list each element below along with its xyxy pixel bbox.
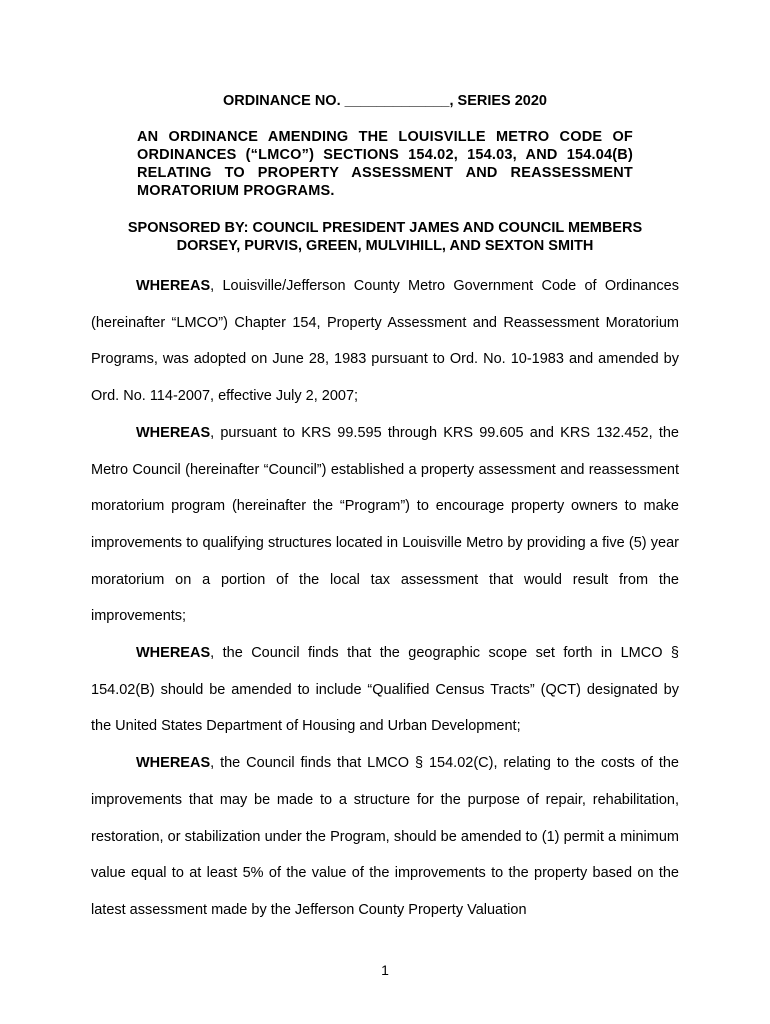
ordinance-title: AN ORDINANCE AMENDING THE LOUISVILLE METRO CODE OF ORDINANCES (“LMCO”) SECTIONS 154.02, 154.03, AND 154.04(B) RELATING TO PROPERTY ASSESSMENT AND REASSESSMENT MORATORIUM PROGRAMS. [137, 129, 633, 199]
paragraph-text: , the Council finds that LMCO § 154.02(C), relating to the costs of the improvements that may be made to a structure for the purpose of repair, rehabilitation, restoration, or stabilization under the Program, should be amended to (1) permit a minimum value equal to at least 5% of the value of the improvements to the property based on the latest assessment made by the Jefferson County Property Valuation [91, 755, 679, 918]
whereas-label: WHEREAS [136, 645, 211, 662]
paragraph-text: , pursuant to KRS 99.595 through KRS 99.605 and KRS 132.452, the Metro Council (hereinafter “Council”) established a property assessment and reassessment moratorium program (hereinafter the “Program”) to encourage property owners to make improvements to qualifying structures located in Louisville Metro by providing a five (5) year moratorium on a portion of the local tax assessment that would result from the improvements; [91, 424, 679, 625]
ordinance-body [91, 268, 679, 929]
sponsor-line-2: DORSEY, PURVIS, GREEN, MULVIHILL, AND SEXTON SMITH [176, 238, 594, 254]
whereas-label: WHEREAS [136, 278, 211, 294]
paragraph-text: , Louisville/Jefferson County Metro Government Code of Ordinances (hereinafter “LMCO”) Chapter 154, Property Assessment and Reassessment Moratorium Programs, was adopted on June 28, 1983 pursuant to Ord. No. 10-1983 and amended by Ord. No. 114-2007, effective July 2, 2007; [91, 278, 679, 405]
whereas-label: WHEREAS [136, 755, 211, 772]
whereas-paragraph-1 [91, 268, 679, 415]
whereas-paragraph-3 [91, 635, 679, 745]
whereas-label: WHEREAS [136, 424, 211, 441]
whereas-paragraph-2 [91, 415, 679, 635]
paragraph-text: , the Council finds that the geographic scope set forth in LMCO § 154.02(B) should be amended to include “Qualified Census Tracts” (QCT) designated by the United States Department of Housing and Urban Development; [91, 645, 679, 735]
sponsor-line-1: SPONSORED BY: COUNCIL PRESIDENT JAMES AND COUNCIL MEMBERS [127, 220, 643, 236]
sponsor-block [100, 219, 670, 255]
whereas-paragraph-4 [91, 745, 679, 929]
ordinance-heading: ORDINANCE NO. _____________, SERIES 2020 [222, 93, 547, 109]
page-number: 1 [381, 962, 389, 978]
